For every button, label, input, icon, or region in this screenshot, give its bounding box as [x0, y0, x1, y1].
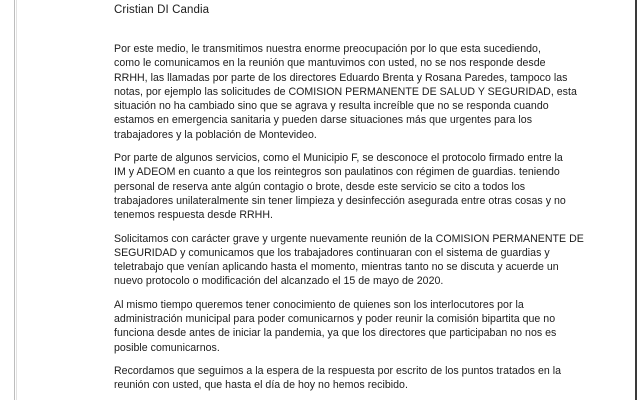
text-line: nuevo protocolo o modificación del alcanzado el 15 de mayo de 2020.: [114, 275, 444, 288]
text-line: estamos en emergencia sanitaria y pueden darse situaciones más que urgentes para los: [114, 114, 533, 127]
scan-edge-line-faint: [16, 0, 17, 400]
text-line: notas, por ejemplo las solicitudes de COMISION PERMANENTE DE SALUD Y SEGURIDAD, esta: [114, 85, 577, 98]
text-line: reunión con usted, que hasta el día de hoy no hemos recibido.: [114, 379, 408, 392]
text-line: administración municipal para poder comunicarnos y poder reunir la comisión bipartita que no: [114, 313, 556, 326]
text-line: trabajadores y la población de Montevideo.: [114, 128, 317, 141]
paragraph-reminder: [114, 364, 580, 393]
text-line: como le comunicamos en la reunión que mantuvimos con usted, no se nos responde desde: [114, 57, 546, 70]
text-line: posible comunicarnos.: [114, 341, 220, 354]
text-line: personal de reserva ante algún contagio o brote, desde este servicio se cito a todos los: [114, 180, 526, 193]
text-line: teletrabajo que venían aplicando hasta el momento, mientras tanto no se discuta y acuerde un: [114, 261, 559, 274]
text-line: Solicitamos con carácter grave y urgente nuevamente reunión de la COMISION PERMANENTE DE: [114, 232, 584, 245]
recipient-name: Cristian DI Candia: [114, 4, 210, 16]
paragraph-concern: [114, 42, 580, 142]
paragraph-municipio: [114, 151, 580, 222]
scan-edge-line: [14, 0, 15, 400]
text-line: RRHH, las llamadas por parte de los directores Eduardo Brenta y Rosana Paredes, tampoco las: [114, 71, 568, 84]
paragraph-interlocutors: [114, 298, 580, 355]
text-line: situación no ha cambiado sino que se agrava y resulta increíble que no se responda cuando: [114, 100, 549, 113]
text-line: IM y ADEOM en cuanto a que los reintegros son paulatinos con régimen de guardias. teniendo: [114, 166, 560, 179]
text-line: tenemos respuesta desde RRHH.: [114, 209, 273, 222]
text-line: SEGURIDAD y comunicamos que los trabajadores continuaran con el sistema de guardias y: [114, 246, 550, 259]
text-line: trabajadores unilateralmente sin tener limpieza y desinfección asegurada entre otras cosas y no: [114, 194, 566, 207]
text-line: Al mismo tiempo queremos tener conocimiento de quienes son los interlocutores por la: [114, 298, 524, 311]
letter-body: [114, 2, 584, 402]
paragraph-request: [114, 232, 584, 289]
text-line: Por parte de algunos servicios, como el Municipio F, se desconoce el protocolo firmado entre la: [114, 152, 563, 165]
text-line: Por este medio, le transmitimos nuestra enorme preocupación por lo que esta sucediendo,: [114, 43, 541, 55]
scan-right-border: [635, 0, 637, 400]
text-line: funciona desde antes de iniciar la pandemia, ya que los directores que participaban no nos es: [114, 327, 557, 340]
text-line: Recordamos que seguimos a la espera de la respuesta por escrito de los puntos tratados en la: [114, 364, 562, 377]
